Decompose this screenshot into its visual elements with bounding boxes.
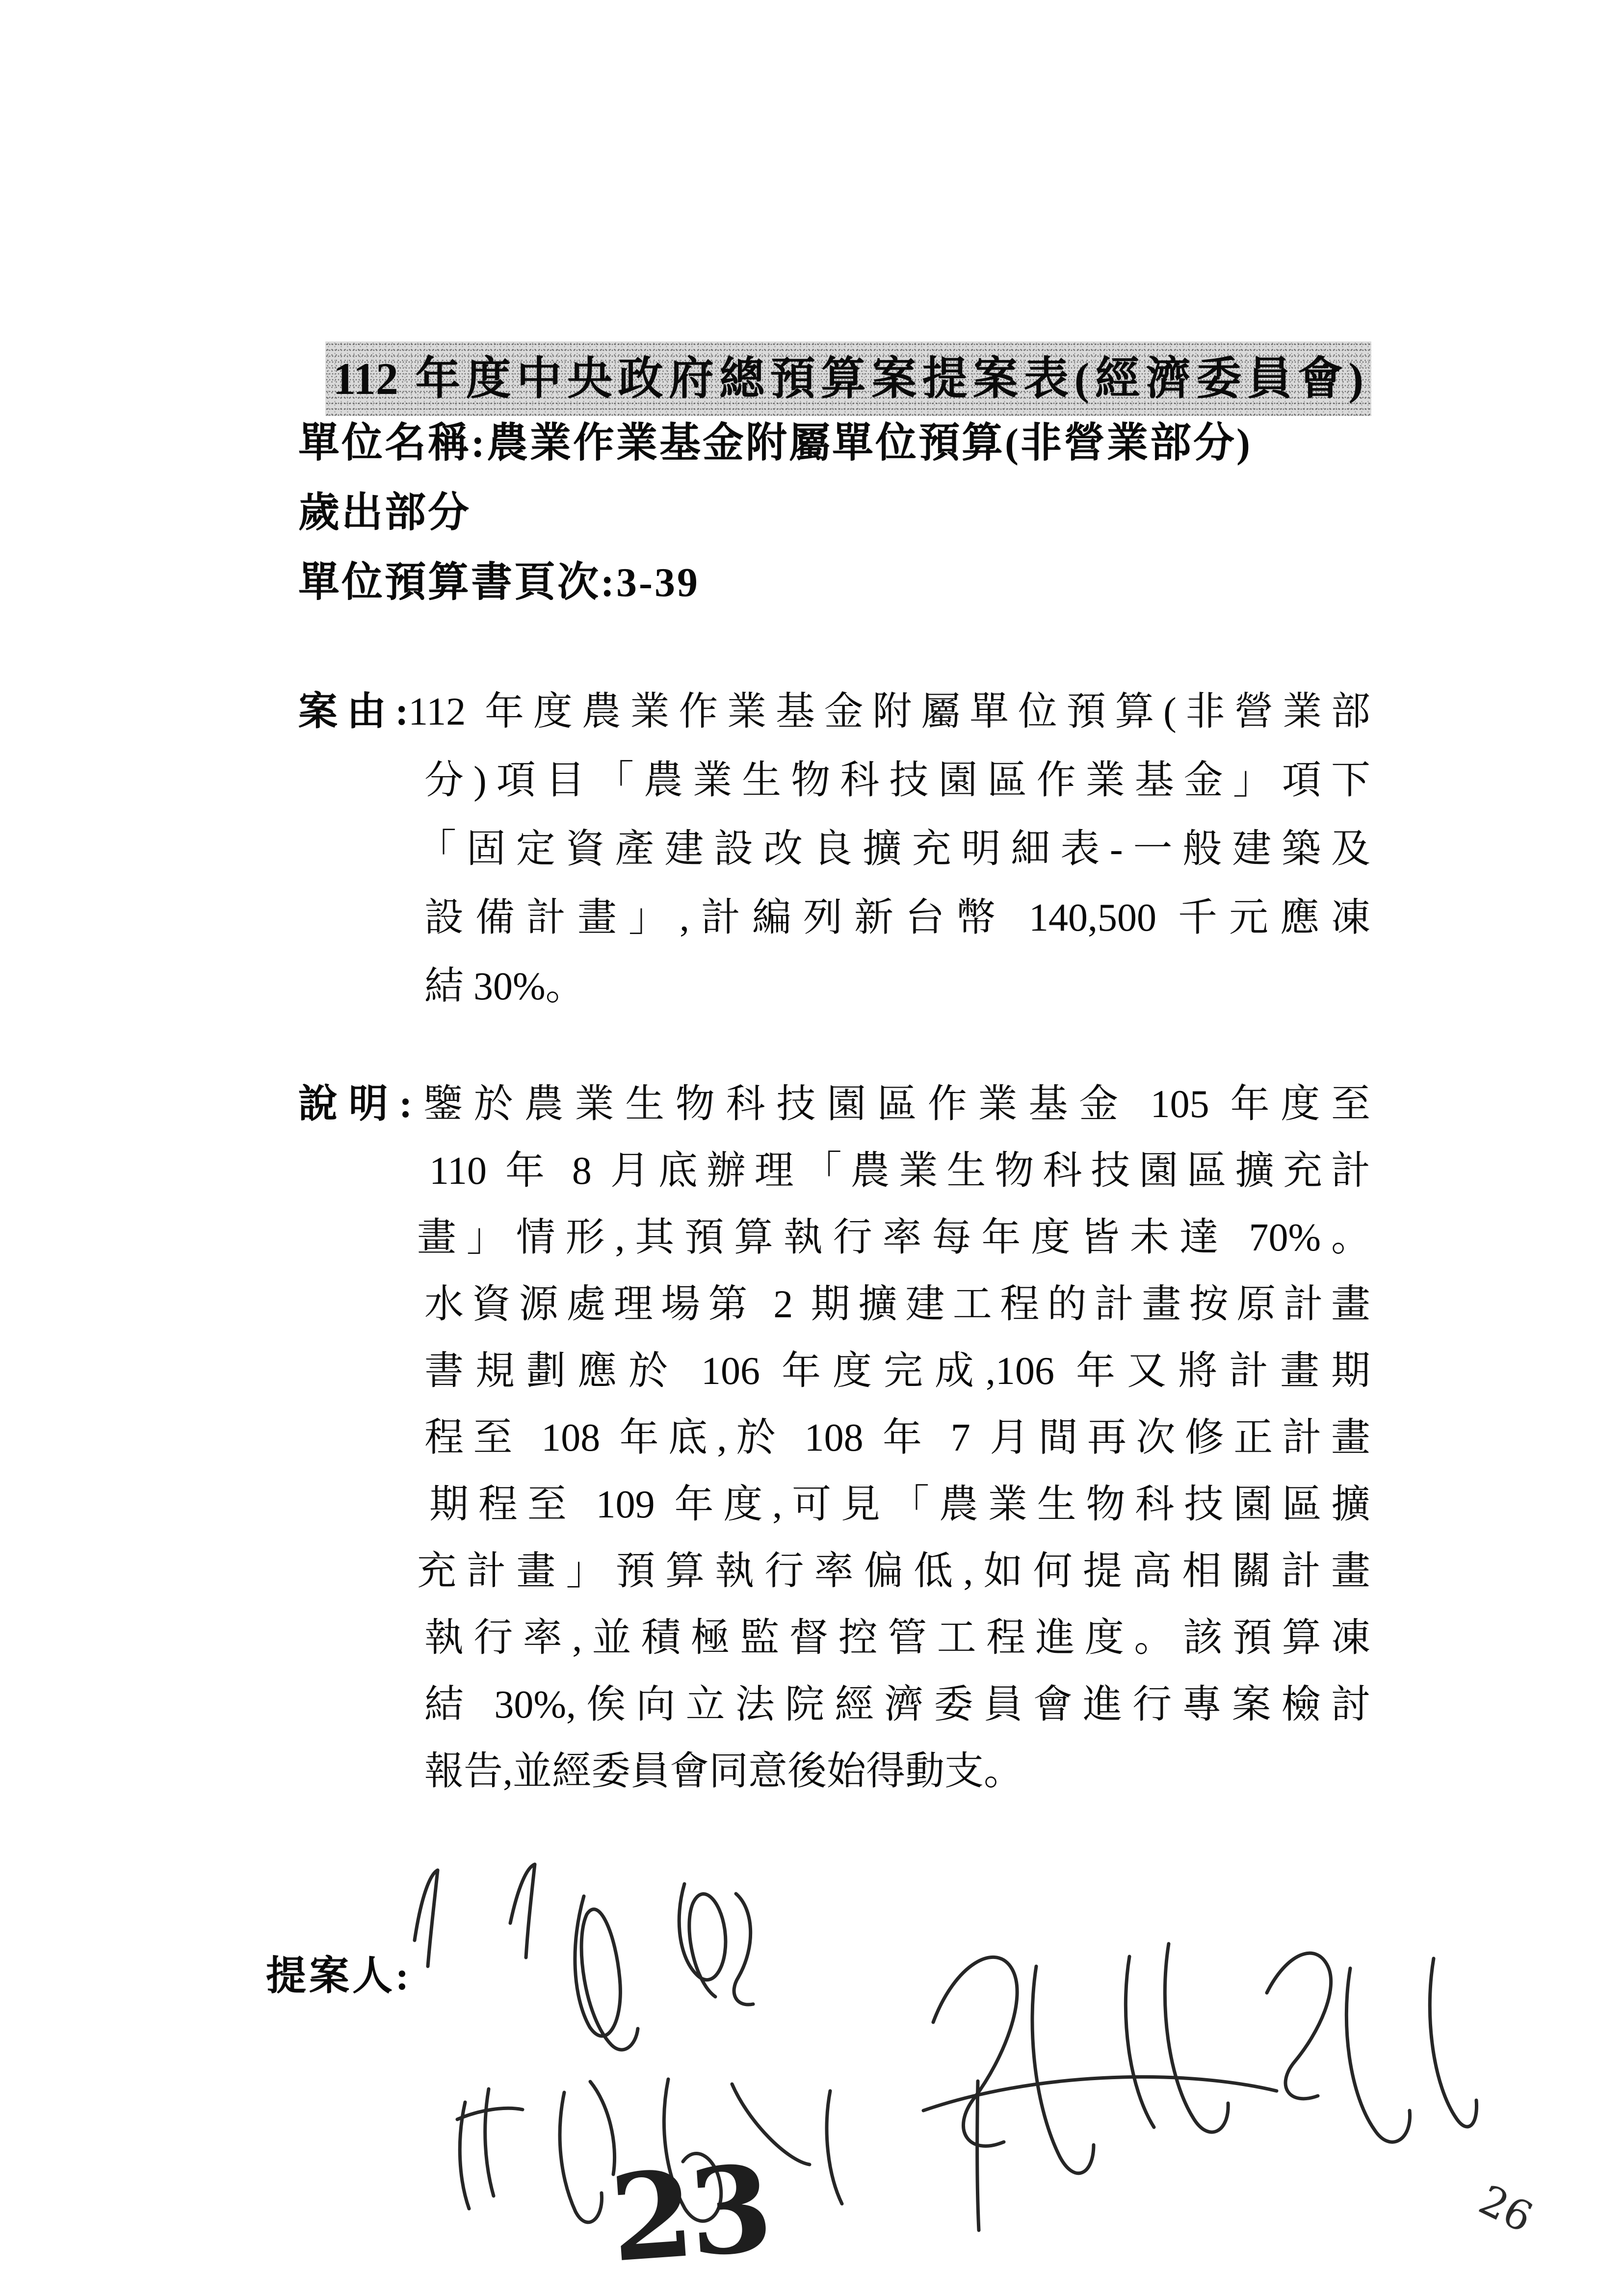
explanation-line: 結 30%,俟向立法院經濟委員會進行專案檢討 [424, 1683, 1370, 1726]
case-line-text: 112 年度農業作業基金附屬單位預算(非營業部 [408, 690, 1371, 733]
proposer-label: 提案人: [266, 1954, 412, 1998]
explanation-line: 書規劃應於 106 年度完成,106 年又將計畫期 [424, 1350, 1370, 1393]
section-line: 歲出部分 [298, 490, 471, 536]
title-highlight [325, 341, 1371, 416]
case-line: 設備計畫」,計編列新台幣 140,500 千元應凍 [424, 896, 1370, 939]
explanation-label: 說明: [298, 1083, 413, 1126]
case-line: 「固定資產建設改良擴充明細表-一般建築及 [417, 828, 1370, 871]
case-line: 結 30%。 [424, 965, 585, 1008]
corner-page-number: 26 [1471, 2175, 1540, 2242]
explanation-line: 水資源處理場第 2 期擴建工程的計畫按原計畫 [424, 1283, 1370, 1326]
explanation-line: 充計畫」預算執行率偏低,如何提高相關計畫 [417, 1550, 1370, 1593]
explanation-line-text: 鑒於農業生物科技園區作業基金 105 年度至 [412, 1083, 1371, 1126]
explanation-line: 期程至 109 年度,可見「農業生物科技園區擴 [429, 1483, 1370, 1526]
signature-scribble-1 [415, 1864, 753, 2050]
page-ref-line: 單位預算書頁次:3-39 [298, 560, 700, 605]
case-line: 分)項目「農業生物科技園區作業基金」項下 [424, 759, 1370, 802]
handwritten-page-number: 23 [606, 2139, 773, 2289]
explanation-line: 110 年 8 月底辦理「農業生物科技園區擴充計 [429, 1149, 1370, 1193]
explanation-line: 畫」情形,其預算執行率每年度皆未達 70%。 [417, 1216, 1370, 1259]
explanation-line [298, 1079, 1370, 1134]
page-title: 112 年度中央政府總預算案提案表(經濟委員會) [333, 353, 1363, 404]
signature-scribble-3 [923, 1944, 1476, 2230]
explanation-line: 執行率,並積極監督控管工程進度。該預算凍 [424, 1617, 1370, 1660]
handwritten-signatures [245, 1835, 1570, 2296]
explanation-line: 報告,並經委員會同意後始得動支。 [424, 1750, 1023, 1793]
case-label: 案由: [298, 690, 409, 733]
unit-name-line: 單位名稱:農業作業基金附屬單位預算(非營業部分) [298, 420, 1252, 466]
explanation-line: 程至 108 年底,於 108 年 7 月間再次修正計畫 [424, 1416, 1370, 1460]
case-line [298, 687, 1370, 742]
